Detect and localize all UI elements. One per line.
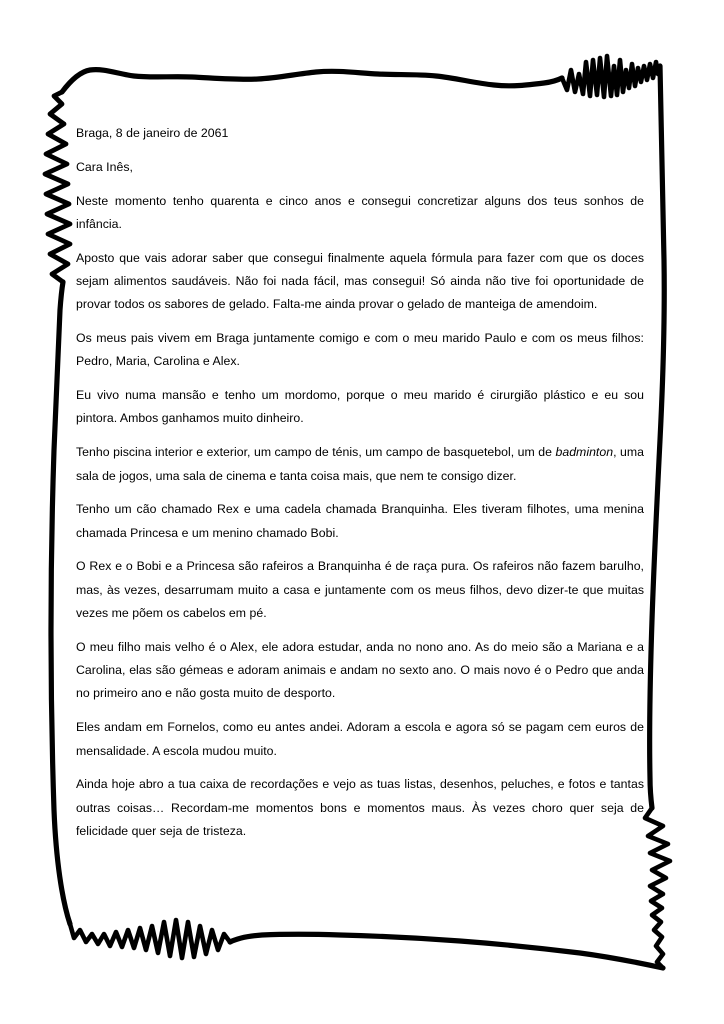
letter-paragraph-3: Os meus pais vivem em Braga juntamente comigo e com o meu marido Paulo e com os meus filhos: Pedro, Maria, Carolina e Alex. <box>76 331 644 369</box>
letter-paragraph-1: Neste momento tenho quarenta e cinco anos e consegui concretizar alguns dos teus sonhos de infância. <box>76 193 644 231</box>
border-right-upper <box>650 66 665 808</box>
letter-paragraph-6: Tenho um cão chamado Rex e uma cadela chamada Branquinha. Eles tiveram filhotes, uma menina chamada Princesa e um menino chamado Bobi. <box>76 502 644 540</box>
letter-paragraph-2: Aposto que vais adorar saber que consegui finalmente aquela fórmula para fazer com que os doces sejam alimentos saudáveis. Não foi nada fácil, mas consegui! Só ainda não tive foi oportunidade de provar todos os sabores de gelado. Falta-me ainda provar o gelado de manteiga de amendoim. <box>76 250 644 312</box>
letter-salutation: Cara Inês, <box>76 159 133 174</box>
border-left-lower <box>51 282 70 924</box>
letter-paragraph-4: Eu vivo numa mansão e tenho um mordomo, porque o meu marido é cirurgião plástico e eu sou pintora. Ambos ganhamos muito dinheiro. <box>76 388 644 426</box>
paragraph-5-text-before: Tenho piscina interior e exterior, um campo de ténis, um campo de basquetebol, um de <box>76 445 556 460</box>
border-left-zigzag <box>45 92 70 282</box>
letter-paragraph-8: O meu filho mais velho é o Alex, ele adora estudar, anda no nono ano. As do meio são a Mariana e a Carolina, elas são gémeas e adoram animais e andam no sexto ano. O mais novo é o Pedro que anda no primeiro ano e não gosta muito de desporto. <box>76 639 644 701</box>
letter-paragraph-10: Ainda hoje abro a tua caixa de recordações e vejo as tuas listas, desenhos, peluches, e fotos e tantas outras coisas… Recordam-me momentos bons e momentos maus. Às vezes choro quer seja de felicidade quer seja de tristeza. <box>76 777 644 838</box>
letter-content <box>76 122 644 854</box>
letter-paragraph-5 <box>76 441 644 488</box>
border-top-wave <box>62 70 562 92</box>
letter-paragraph-9: Eles andam em Fornelos, como eu antes andei. Adoram a escola e agora só se pagam cem euros de mensalidade. A escola mudou muito. <box>76 720 644 758</box>
border-bottom-wave <box>230 934 663 968</box>
letter-place-date: Braga, 8 de janeiro de 2061 <box>76 126 229 140</box>
border-right-zigzag <box>645 808 670 968</box>
paragraph-5-text-after: , uma sala de jogos, uma sala de cinema e tanta coisa mais, que nem te consigo dizer. <box>76 445 644 483</box>
paragraph-5-italic-term: badminton <box>555 445 614 460</box>
border-topright-zigzag <box>562 56 660 97</box>
letter-paragraph-7: O Rex e o Bobi e a Princesa são rafeiros a Branquinha é de raça pura. Os rafeiros não fazem barulho, mas, às vezes, desarrumam muito a casa e juntamente com os meus filhos, devo dizer-te que muitas vezes me põem os cabelos em pé. <box>76 559 644 621</box>
border-bottomleft-zigzag <box>70 920 230 958</box>
